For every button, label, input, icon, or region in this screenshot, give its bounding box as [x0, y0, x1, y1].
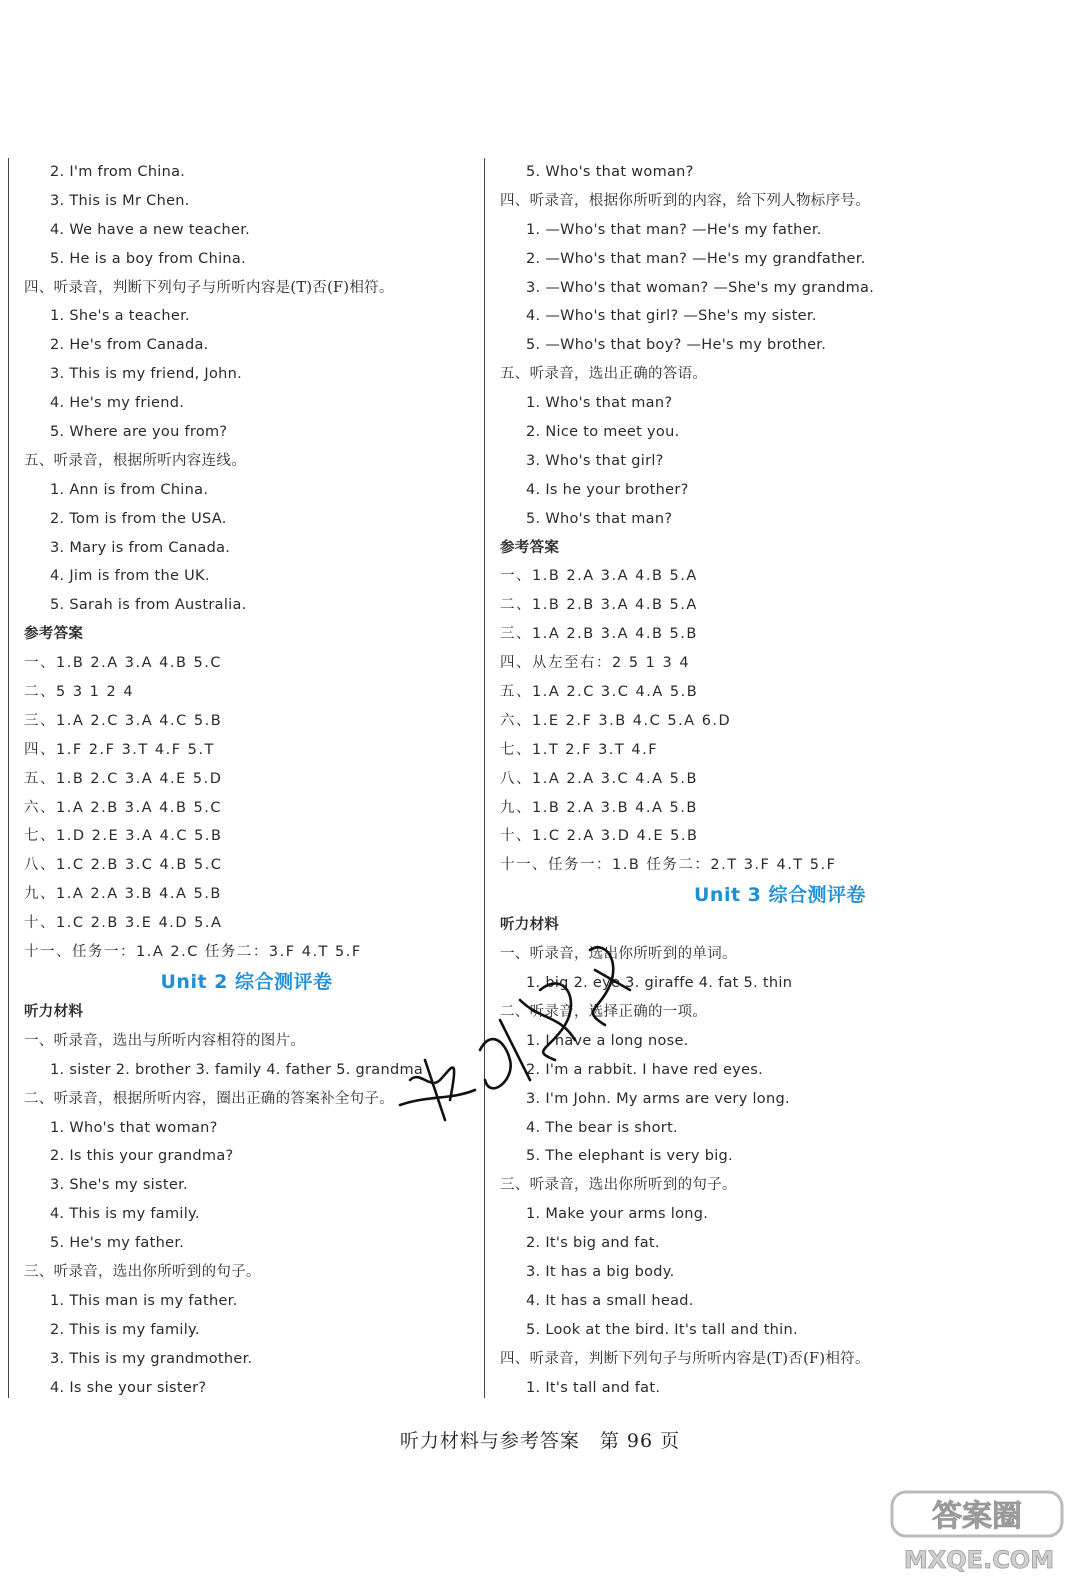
svg-text:答案圈: 答案圈	[932, 1499, 1022, 1534]
subsection-heading: 听力材料	[24, 1003, 84, 1020]
section-heading: 五、听录音，选出正确的答语。	[500, 366, 708, 383]
site-watermark-logo	[884, 1488, 1074, 1574]
page-footer: 听力材料与参考答案 第 96 页	[399, 1430, 681, 1452]
text-line: 1. Ann is from China.	[50, 481, 209, 498]
text-line: 4. Is she your sister?	[50, 1379, 207, 1396]
text-line: 4. We have a new teacher.	[50, 221, 251, 238]
text-line: 1. Who's that man?	[526, 395, 673, 412]
column-divider	[484, 158, 485, 1398]
section-heading: 三、听录音，选出你所听到的句子。	[24, 1263, 261, 1280]
text-line: 3. Mary is from Canada.	[50, 539, 231, 556]
text-line: 4. This is my family.	[50, 1206, 200, 1223]
svg-text:MXQE.COM: MXQE.COM	[903, 1546, 1055, 1574]
text-line: 3. I'm John. My arms are very long.	[526, 1090, 790, 1107]
answer-line: 十、1.C 2.A 3.D 4.E 5.B	[500, 828, 699, 845]
text-line: 4. It has a small head.	[526, 1292, 694, 1309]
answer-line: 四、从左至右：2 5 1 3 4	[500, 655, 691, 672]
text-line: 1. —Who's that man? —He's my father.	[526, 221, 822, 238]
answer-line: 十一、任务一：1.B 任务二：2.T 3.F 4.T 5.F	[500, 857, 837, 874]
left-margin-rule	[8, 158, 9, 1398]
text-line: 3. This is Mr Chen.	[50, 192, 190, 209]
text-line: 4. The bear is short.	[526, 1119, 678, 1136]
answer-line: 十一、任务一：1.A 2.C 任务二：3.F 4.T 5.F	[24, 944, 362, 961]
answer-line: 一、1.B 2.A 3.A 4.B 5.C	[24, 655, 222, 672]
answer-line: 八、1.C 2.B 3.C 4.B 5.C	[24, 857, 223, 874]
left-column	[24, 158, 469, 1402]
answer-line: 九、1.B 2.A 3.B 4.A 5.B	[500, 799, 698, 816]
text-line: 4. He's my friend.	[50, 395, 185, 412]
text-line: 3. It has a big body.	[526, 1263, 675, 1280]
answer-line: 五、1.A 2.C 3.C 4.A 5.B	[500, 684, 699, 701]
right-column	[500, 158, 1060, 1402]
text-line: 3. This is my friend, John.	[50, 366, 243, 383]
unit-title: Unit 3 综合测评卷	[694, 884, 866, 907]
answer-line: 十、1.C 2.B 3.E 4.D 5.A	[24, 915, 223, 932]
answer-line: 三、1.A 2.B 3.A 4.B 5.B	[500, 626, 698, 643]
text-line: 5. Who's that woman?	[526, 164, 694, 180]
subsection-heading: 参考答案	[500, 539, 560, 556]
section-heading: 一、听录音，选出与所听内容相符的图片。	[24, 1032, 306, 1049]
section-heading: 五、听录音，根据所听内容连线。	[24, 452, 246, 469]
text-line: 1. I have a long nose.	[526, 1032, 689, 1049]
text-line: 3. She's my sister.	[50, 1177, 188, 1194]
answer-line: 一、1.B 2.A 3.A 4.B 5.A	[500, 568, 698, 585]
text-line: 3. This is my grandmother.	[50, 1350, 253, 1367]
answer-line: 三、1.A 2.C 3.A 4.C 5.B	[24, 712, 223, 729]
text-line: 1. She's a teacher.	[50, 308, 190, 325]
text-line: 3. Who's that girl?	[526, 452, 664, 469]
answer-line: 七、1.D 2.E 3.A 4.C 5.B	[24, 828, 223, 845]
text-line: 5. The elephant is very big.	[526, 1148, 733, 1165]
answer-line: 八、1.A 2.A 3.C 4.A 5.B	[500, 770, 698, 787]
text-line: 2. —Who's that man? —He's my grandfather.	[526, 250, 866, 267]
answer-line: 二、1.B 2.B 3.A 4.B 5.A	[500, 597, 698, 614]
text-line: 1. This man is my father.	[50, 1292, 238, 1309]
answer-line: 四、1.F 2.F 3.T 4.F 5.T	[24, 741, 215, 758]
text-line: 1. It's tall and fat.	[526, 1379, 661, 1396]
section-heading: 二、听录音，选择正确的一项。	[500, 1003, 708, 1020]
text-line: 1. Who's that woman?	[50, 1119, 218, 1136]
text-line: 2. This is my family.	[50, 1321, 200, 1338]
text-line: 2. I'm from China.	[50, 164, 186, 180]
text-line: 5. He's my father.	[50, 1235, 185, 1252]
answer-line: 九、1.A 2.A 3.B 4.A 5.B	[24, 886, 222, 903]
answer-line: 六、1.E 2.F 3.B 4.C 5.A 6.D	[500, 712, 732, 729]
section-heading: 二、听录音，根据所听内容，圈出正确的答案补全句子。	[24, 1090, 394, 1107]
answer-line: 二、5 3 1 2 4	[24, 684, 135, 701]
section-heading: 四、听录音，根据你所听到的内容，给下列人物标序号。	[500, 192, 870, 209]
text-line: 2. Nice to meet you.	[526, 424, 680, 441]
text-line: 2. Is this your grandma?	[50, 1148, 234, 1165]
text-line: 1. Make your arms long.	[526, 1206, 709, 1223]
answer-line: 七、1.T 2.F 3.T 4.F	[500, 741, 659, 758]
section-heading: 三、听录音，选出你所听到的句子。	[500, 1177, 737, 1194]
unit-title: Unit 2 综合测评卷	[160, 970, 333, 993]
section-heading: 四、听录音，判断下列句子与所听内容是(T)否(F)相符。	[500, 1350, 870, 1367]
subsection-heading: 听力材料	[500, 917, 560, 934]
text-line: 4. Is he your brother?	[526, 481, 689, 498]
text-line: 5. Sarah is from Australia.	[50, 597, 247, 614]
text-line: 4. Jim is from the UK.	[50, 568, 210, 585]
text-line: 2. It's big and fat.	[526, 1235, 660, 1252]
text-line: 5. Look at the bird. It's tall and thin.	[526, 1321, 798, 1338]
section-heading: 四、听录音，判断下列句子与所听内容是(T)否(F)相符。	[24, 279, 394, 296]
text-line: 2. I'm a rabbit. I have red eyes.	[526, 1061, 764, 1078]
text-line: 1. sister 2. brother 3. family 4. father 5. grandma	[50, 1061, 424, 1078]
section-heading: 一、听录音，选出你所听到的单词。	[500, 946, 737, 963]
answer-line: 五、1.B 2.C 3.A 4.E 5.D	[24, 770, 223, 787]
text-line: 2. He's from Canada.	[50, 337, 209, 354]
subsection-heading: 参考答案	[24, 626, 84, 643]
text-line: 1. big 2. eye 3. giraffe 4. fat 5. thin	[526, 975, 793, 992]
text-line: 2. Tom is from the USA.	[50, 510, 227, 527]
text-line: 5. Where are you from?	[50, 424, 228, 441]
text-line: 5. —Who's that boy? —He's my brother.	[526, 337, 827, 354]
text-line: 3. —Who's that woman? —She's my grandma.	[526, 279, 875, 296]
text-line: 4. —Who's that girl? —She's my sister.	[526, 308, 817, 325]
text-line: 5. He is a boy from China.	[50, 250, 247, 267]
text-line: 5. Who's that man?	[526, 510, 673, 527]
answer-line: 六、1.A 2.B 3.A 4.B 5.C	[24, 799, 222, 816]
